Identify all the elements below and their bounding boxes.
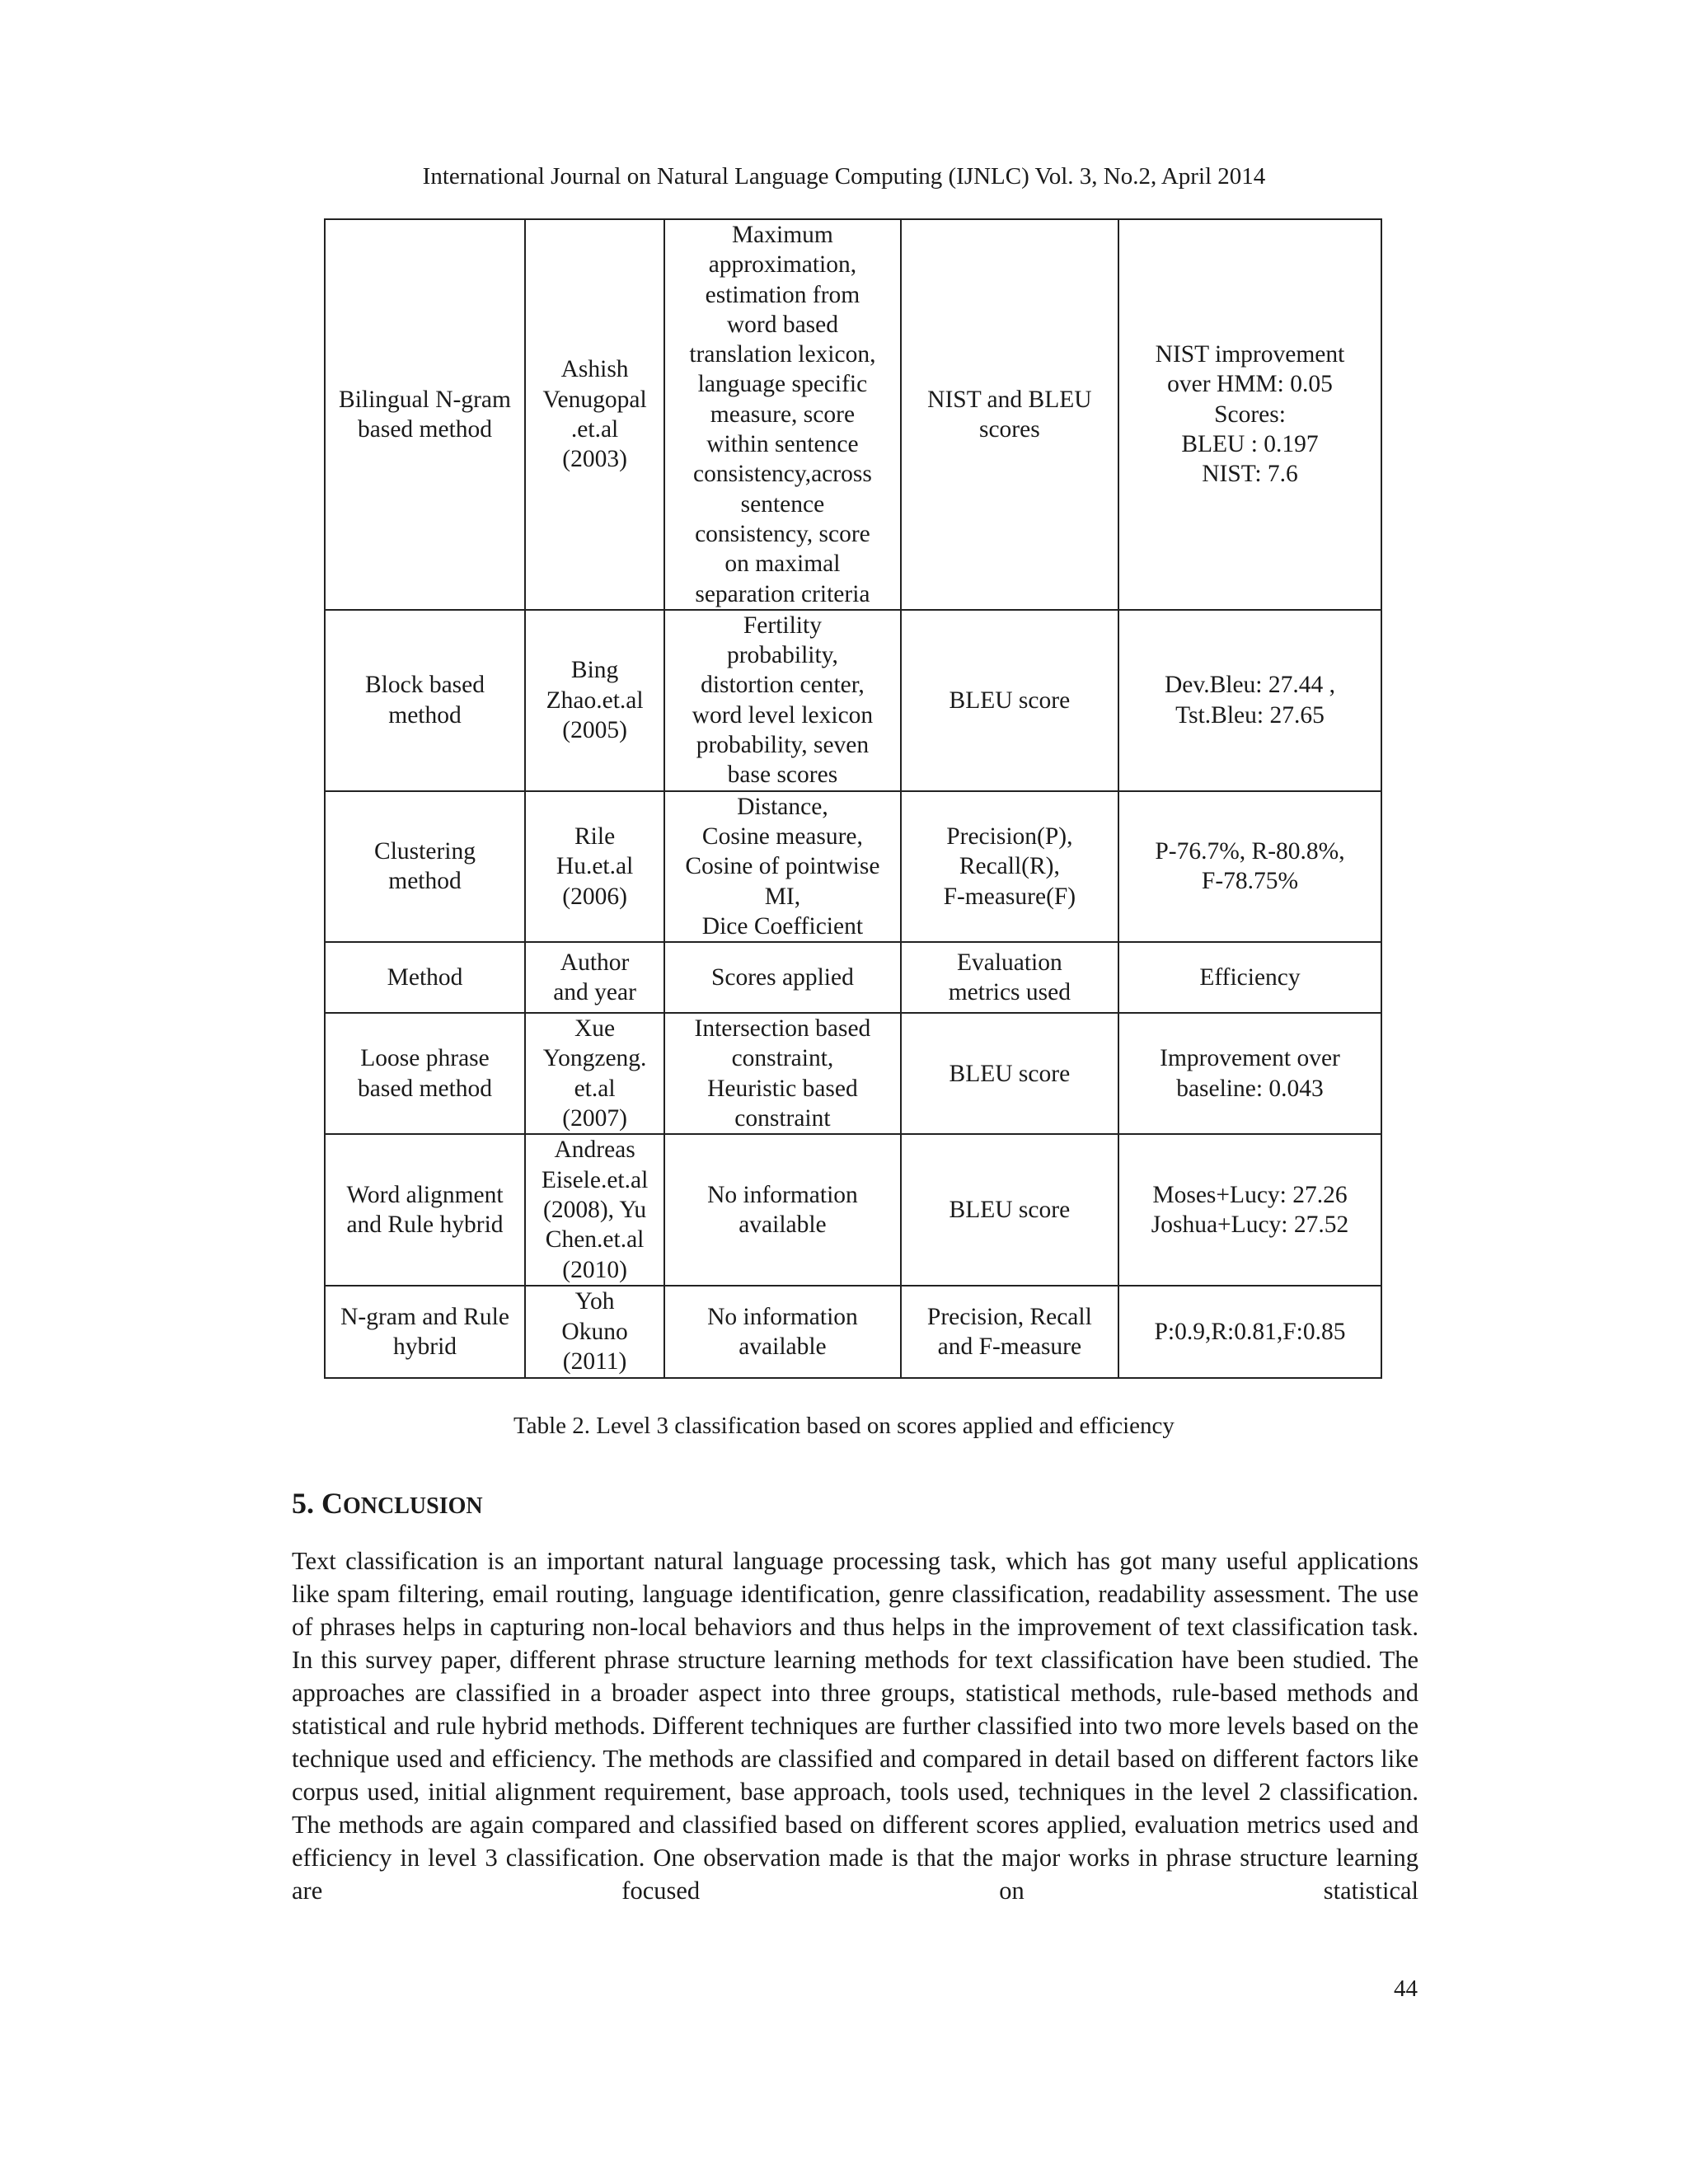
- table-row: [325, 791, 1381, 942]
- table-cell-efficiency: Moses+Lucy: 27.26 Joshua+Lucy: 27.52: [1118, 1134, 1381, 1285]
- table-cell-method: Word alignment and Rule hybrid: [325, 1134, 525, 1285]
- table-row: [325, 610, 1381, 791]
- table-row: [325, 1286, 1381, 1378]
- table-caption: Table 2. Level 3 classification based on scores applied and efficiency: [513, 1413, 1175, 1439]
- table-cell-method: Loose phrase based method: [325, 1013, 525, 1134]
- table-row: [325, 219, 1381, 610]
- table-header-author: Author and year: [525, 942, 664, 1013]
- table-cell-scores: Distance, Cosine measure, Cosine of pointwise MI, Dice Coefficient: [664, 791, 901, 942]
- level3-classification-table: [324, 218, 1382, 1379]
- page-number: 44: [1394, 1975, 1418, 2002]
- table-cell-author: Andreas Eisele.et.al (2008), Yu Chen.et.al (2010): [525, 1134, 664, 1285]
- table-cell-efficiency: Dev.Bleu: 27.44 , Tst.Bleu: 27.65: [1118, 610, 1381, 791]
- table-cell-efficiency: Improvement over baseline: 0.043: [1118, 1013, 1381, 1134]
- table-cell-metrics: Precision, Recall and F-measure: [901, 1286, 1118, 1378]
- table-cell-method: Clustering method: [325, 791, 525, 942]
- table-cell-scores: Fertility probability, distortion center, word level lexicon probability, seven base scores: [664, 610, 901, 791]
- table-cell-author: Yoh Okuno (2011): [525, 1286, 664, 1378]
- table-row: [325, 1134, 1381, 1285]
- table-cell-method: Bilingual N-gram based method: [325, 219, 525, 610]
- table-cell-author: Xue Yongzeng. et.al (2007): [525, 1013, 664, 1134]
- table-cell-scores: Maximum approximation, estimation from word based translation lexicon, language specific measure, score within sentence consistency,across sentence consistency, score on maximal separation criteria: [664, 219, 901, 610]
- table-header-method: Method: [325, 942, 525, 1013]
- table-cell-metrics: NIST and BLEU scores: [901, 219, 1118, 610]
- table-cell-method: Block based method: [325, 610, 525, 791]
- section-heading: [292, 1485, 483, 1525]
- table-cell-method: N-gram and Rule hybrid: [325, 1286, 525, 1378]
- table-header-row: [325, 942, 1381, 1013]
- table-cell-metrics: BLEU score: [901, 1013, 1118, 1134]
- table-cell-author: Ashish Venugopal .et.al (2003): [525, 219, 664, 610]
- table-cell-scores: Intersection based constraint, Heuristic based constraint: [664, 1013, 901, 1134]
- table-cell-metrics: BLEU score: [901, 1134, 1118, 1285]
- table-cell-author: Rile Hu.et.al (2006): [525, 791, 664, 942]
- table-cell-author: Bing Zhao.et.al (2005): [525, 610, 664, 791]
- section-number: 5.: [292, 1487, 321, 1520]
- table-header-scores: Scores applied: [664, 942, 901, 1013]
- table-row: [325, 1013, 1381, 1134]
- table-cell-metrics: Precision(P), Recall(R), F-measure(F): [901, 791, 1118, 942]
- conclusion-paragraph: Text classification is an important natural language processing task, which has got many useful applications like spam filtering, email routing, language identification, genre classification, readability assessment. The use of phrases helps in capturing non-local behaviors and thus helps in the improvement of text classification task. In this survey paper, different phrase structure learning methods for text classification have been studied. The approaches are classified in a broader aspect into three groups, statistical methods, rule-based methods and statistical and rule hybrid methods. Different techniques are further classified into two more levels based on the technique used and efficiency. The methods are classified and compared in detail based on different factors like corpus used, initial alignment requirement, base approach, tools used, techniques in the level 2 classification. The methods are again compared and classified based on different scores applied, evaluation metrics used and efficiency in level 3 classification. One observation made is that the major works in phrase structure learning are focused on statistical: [292, 1547, 1418, 1905]
- table-header-metrics: Evaluation metrics used: [901, 942, 1118, 1013]
- table-cell-efficiency: P:0.9,R:0.81,F:0.85: [1118, 1286, 1381, 1378]
- section-title-rest: ONCLUSION: [343, 1493, 483, 1519]
- table-cell-efficiency: NIST improvement over HMM: 0.05 Scores: BLEU : 0.197 NIST: 7.6: [1118, 219, 1381, 610]
- table-cell-efficiency: P-76.7%, R-80.8%, F-78.75%: [1118, 791, 1381, 942]
- section-title-initial: C: [321, 1487, 343, 1520]
- table-cell-scores: No information available: [664, 1286, 901, 1378]
- table-header-efficiency: Efficiency: [1118, 942, 1381, 1013]
- table-cell-metrics: BLEU score: [901, 610, 1118, 791]
- running-header: International Journal on Natural Language Computing (IJNLC) Vol. 3, No.2, April 2014: [422, 163, 1266, 190]
- table-cell-scores: No information available: [664, 1134, 901, 1285]
